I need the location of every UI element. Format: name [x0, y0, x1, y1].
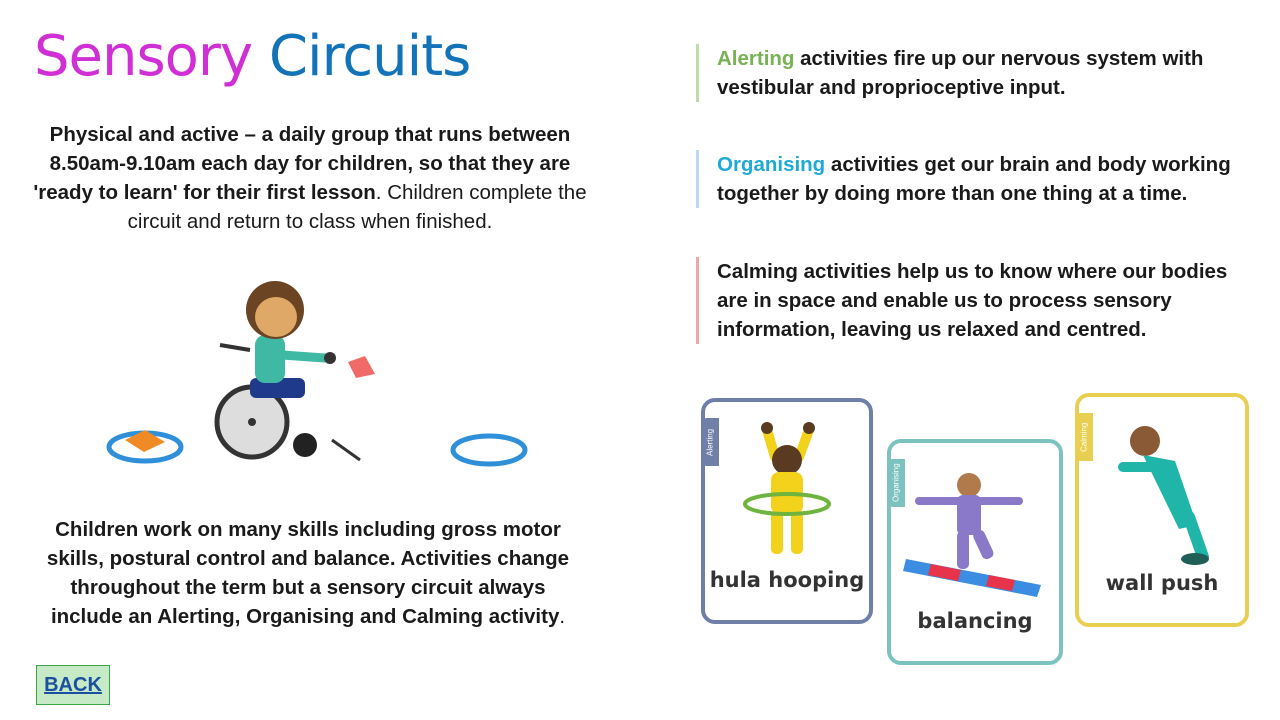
organising-keyword: Organising: [717, 153, 826, 176]
skills-paragraph: [40, 515, 576, 631]
alerting-text: activities fire up our nervous system with vestibular and proprioceptive input.: [717, 47, 1204, 99]
title-word-sensory: Sensory: [34, 24, 253, 89]
wheelchair-child-illustration: [100, 270, 540, 470]
card-hula-hooping: [701, 398, 873, 624]
intro-paragraph: [30, 120, 590, 236]
title-word-circuits: Circuits: [268, 24, 471, 89]
card-balancing: [887, 439, 1063, 665]
card-tab-organising: Organising: [887, 459, 905, 507]
card-label-hula-hooping: hula hooping: [709, 568, 865, 592]
wall-push-icon: [1079, 417, 1245, 567]
alerting-keyword: Alerting: [717, 47, 795, 70]
card-label-balancing: balancing: [917, 609, 1033, 633]
skills-text: Children work on many skills including gross motor skills, postural control and balance. Activities change throughout the term but a sensory circuit always include an Alerting, Organising and Calming activity: [46, 518, 570, 628]
wheel-small: [293, 433, 317, 457]
alerting-description: [696, 44, 1257, 102]
organising-text: activities get our brain and body working together by doing more than one thing at a time.: [717, 153, 1231, 205]
page-title: [34, 24, 470, 89]
intro-normal-text: . Children complete the circuit and return to class when finished.: [127, 181, 587, 233]
organising-description: [696, 150, 1257, 208]
beanbag-flying: [348, 356, 375, 378]
skills-end: .: [559, 605, 566, 628]
back-button[interactable]: BACK: [36, 665, 110, 705]
intro-bold-text: Physical and active – a daily group that runs between 8.50am-9.10am each day for children, so that they are 'ready to learn' for their first lesson: [33, 123, 571, 204]
card-wall-push: [1075, 393, 1249, 627]
balancing-icon: [891, 463, 1059, 603]
card-tab-calming: Calming: [1075, 413, 1093, 461]
calming-description: Calming activities help us to know where our bodies are in space and enable us to process sensory information, leaving us relaxed and centred.: [696, 257, 1257, 344]
hula-hooping-icon: [705, 422, 869, 562]
hoop-right: [453, 436, 525, 464]
card-label-wall-push: wall push: [1105, 571, 1219, 595]
card-tab-alerting: Alerting: [701, 418, 719, 466]
